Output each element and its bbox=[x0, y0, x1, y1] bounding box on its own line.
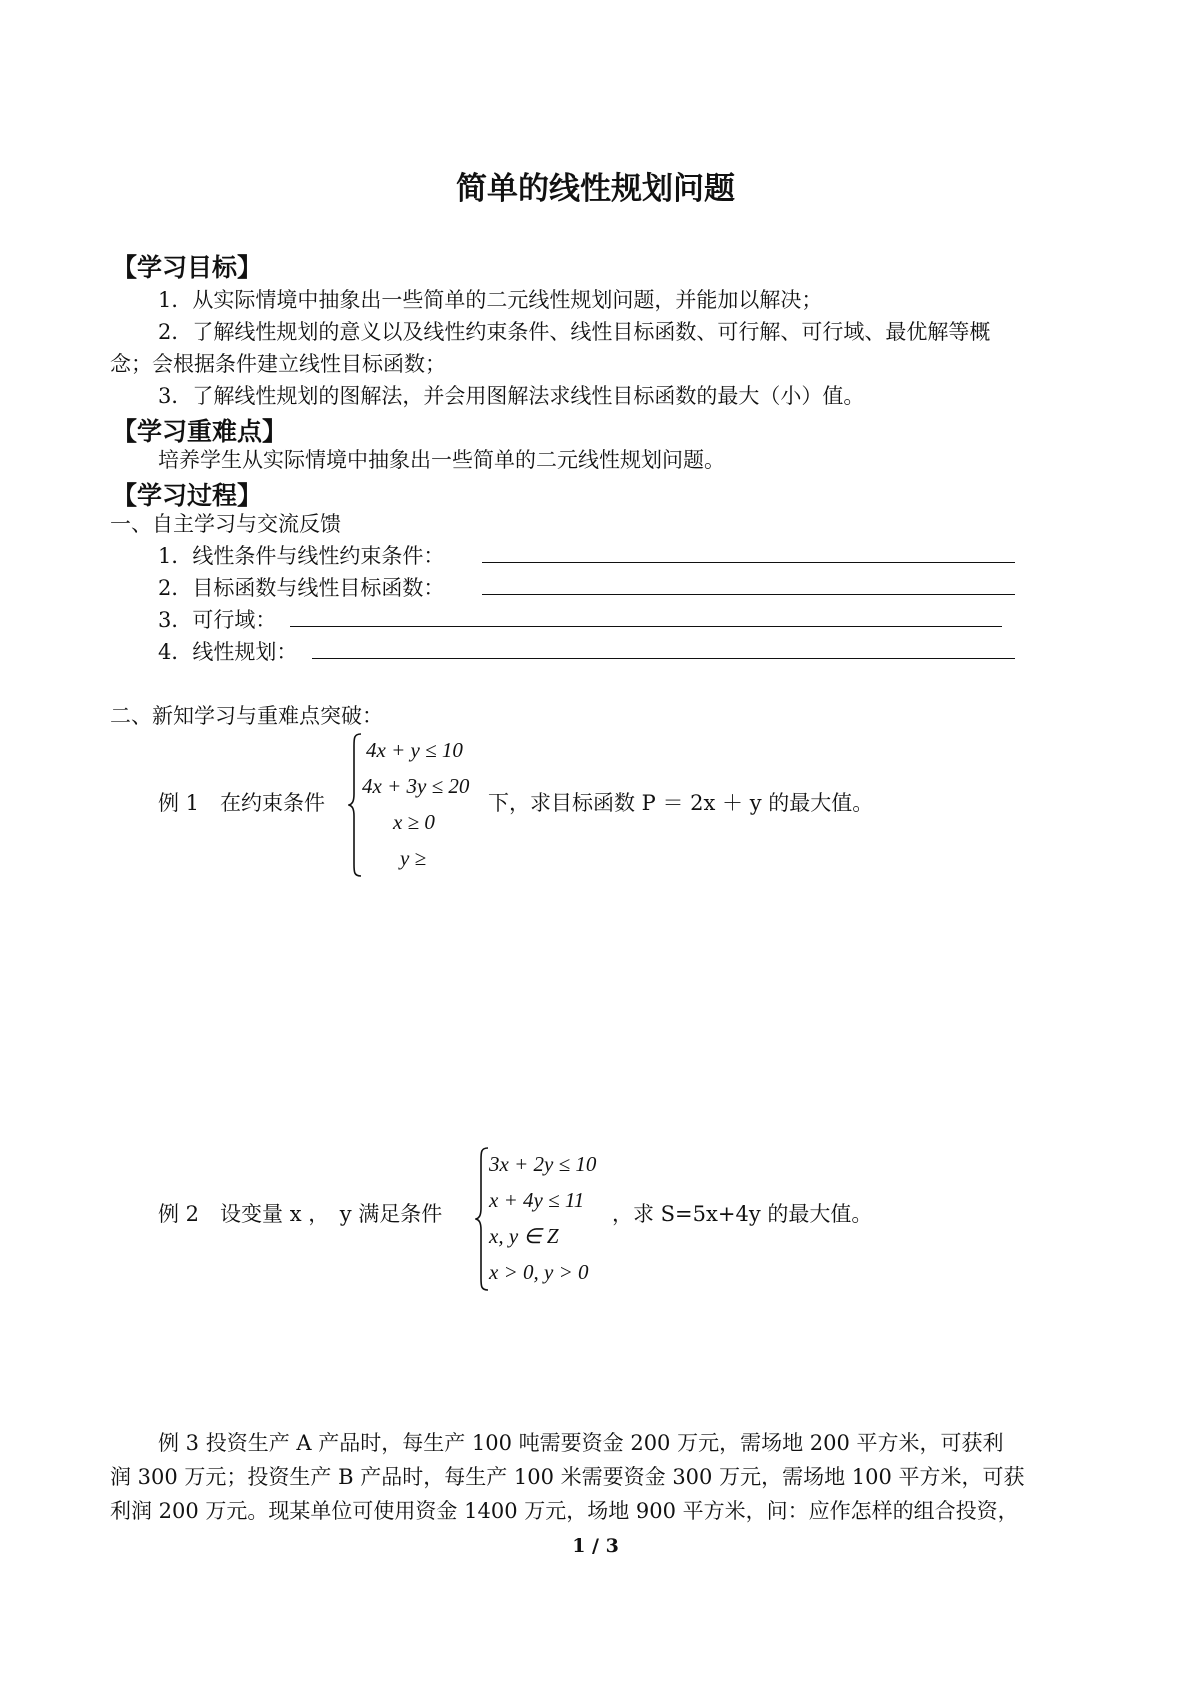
question-2: 2．目标函数与线性目标函数： bbox=[158, 576, 445, 600]
key-points-text: 培养学生从实际情境中抽象出一些简单的二元线性规划问题。 bbox=[158, 448, 725, 472]
goal-item-3: 3．了解线性规划的图解法，并会用图解法求线性目标函数的最大（小）值。 bbox=[158, 384, 865, 408]
example1-constraint-2: 4x + 3y ≤ 20 bbox=[362, 774, 470, 798]
example2-constraint-3: x, y ∈ Z bbox=[489, 1224, 559, 1248]
page-number: 1 / 3 bbox=[572, 1535, 619, 1557]
example1-constraint-system bbox=[348, 732, 488, 878]
part2-title: 二、新知学习与重难点突破： bbox=[110, 704, 383, 728]
goal-item-2-line-2: 念；会根据条件建立线性目标函数； bbox=[110, 352, 446, 376]
part1-title: 一、自主学习与交流反馈 bbox=[110, 512, 341, 536]
example1-tail: 下，求目标函数 P ＝ 2x ＋ y 的最大值。 bbox=[488, 791, 874, 815]
example1-label: 例 1 在约束条件 bbox=[158, 791, 326, 815]
example2-constraint-1: 3x + 2y ≤ 10 bbox=[489, 1152, 597, 1176]
example3-line-1: 例 3 投资生产 A 产品时，每生产 100 吨需要资金 200 万元，需场地 200 平方米，可获利 bbox=[158, 1431, 1004, 1455]
example2-tail: ，求 S=5x+4y 的最大值。 bbox=[612, 1202, 873, 1226]
example1-constraint-4: y ≥ bbox=[400, 846, 427, 870]
example2-constraint-system bbox=[475, 1146, 625, 1292]
example3-line-3: 利润 200 万元。现某单位可使用资金 1400 万元，场地 900 平方米，问：应作怎样的组合投资， bbox=[110, 1499, 1019, 1523]
example1-constraint-3: x ≥ 0 bbox=[393, 810, 435, 834]
example2-label: 例 2 设变量 x ， y 满足条件 bbox=[158, 1202, 443, 1226]
question-1: 1．线性条件与线性约束条件： bbox=[158, 544, 445, 568]
page-title: 简单的线性规划问题 bbox=[456, 171, 735, 207]
goals-heading: 【学习目标】 bbox=[112, 253, 263, 282]
question-4: 4．线性规划： bbox=[158, 640, 298, 664]
example2-constraint-4: x > 0, y > 0 bbox=[489, 1260, 589, 1284]
example1-constraint-1: 4x + y ≤ 10 bbox=[366, 738, 463, 762]
process-heading: 【学习过程】 bbox=[112, 481, 263, 510]
example2-constraint-2: x + 4y ≤ 11 bbox=[489, 1188, 585, 1212]
answer-line-2[interactable] bbox=[482, 594, 1015, 595]
example3-line-2: 润 300 万元；投资生产 B 产品时，每生产 100 米需要资金 300 万元，需场地 100 平方米，可获 bbox=[110, 1465, 1025, 1489]
question-3: 3．可行域： bbox=[158, 608, 277, 632]
answer-line-3[interactable] bbox=[290, 626, 1002, 627]
answer-line-1[interactable] bbox=[482, 562, 1015, 563]
goal-item-1: 1．从实际情境中抽象出一些简单的二元线性规划问题，并能加以解决； bbox=[158, 288, 823, 312]
answer-line-4[interactable] bbox=[312, 658, 1015, 659]
left-brace-icon bbox=[348, 732, 364, 878]
goal-item-2-line-1: 2．了解线性规划的意义以及线性约束条件、线性目标函数、可行解、可行域、最优解等概 bbox=[158, 320, 991, 344]
key-points-heading: 【学习重难点】 bbox=[112, 417, 288, 446]
